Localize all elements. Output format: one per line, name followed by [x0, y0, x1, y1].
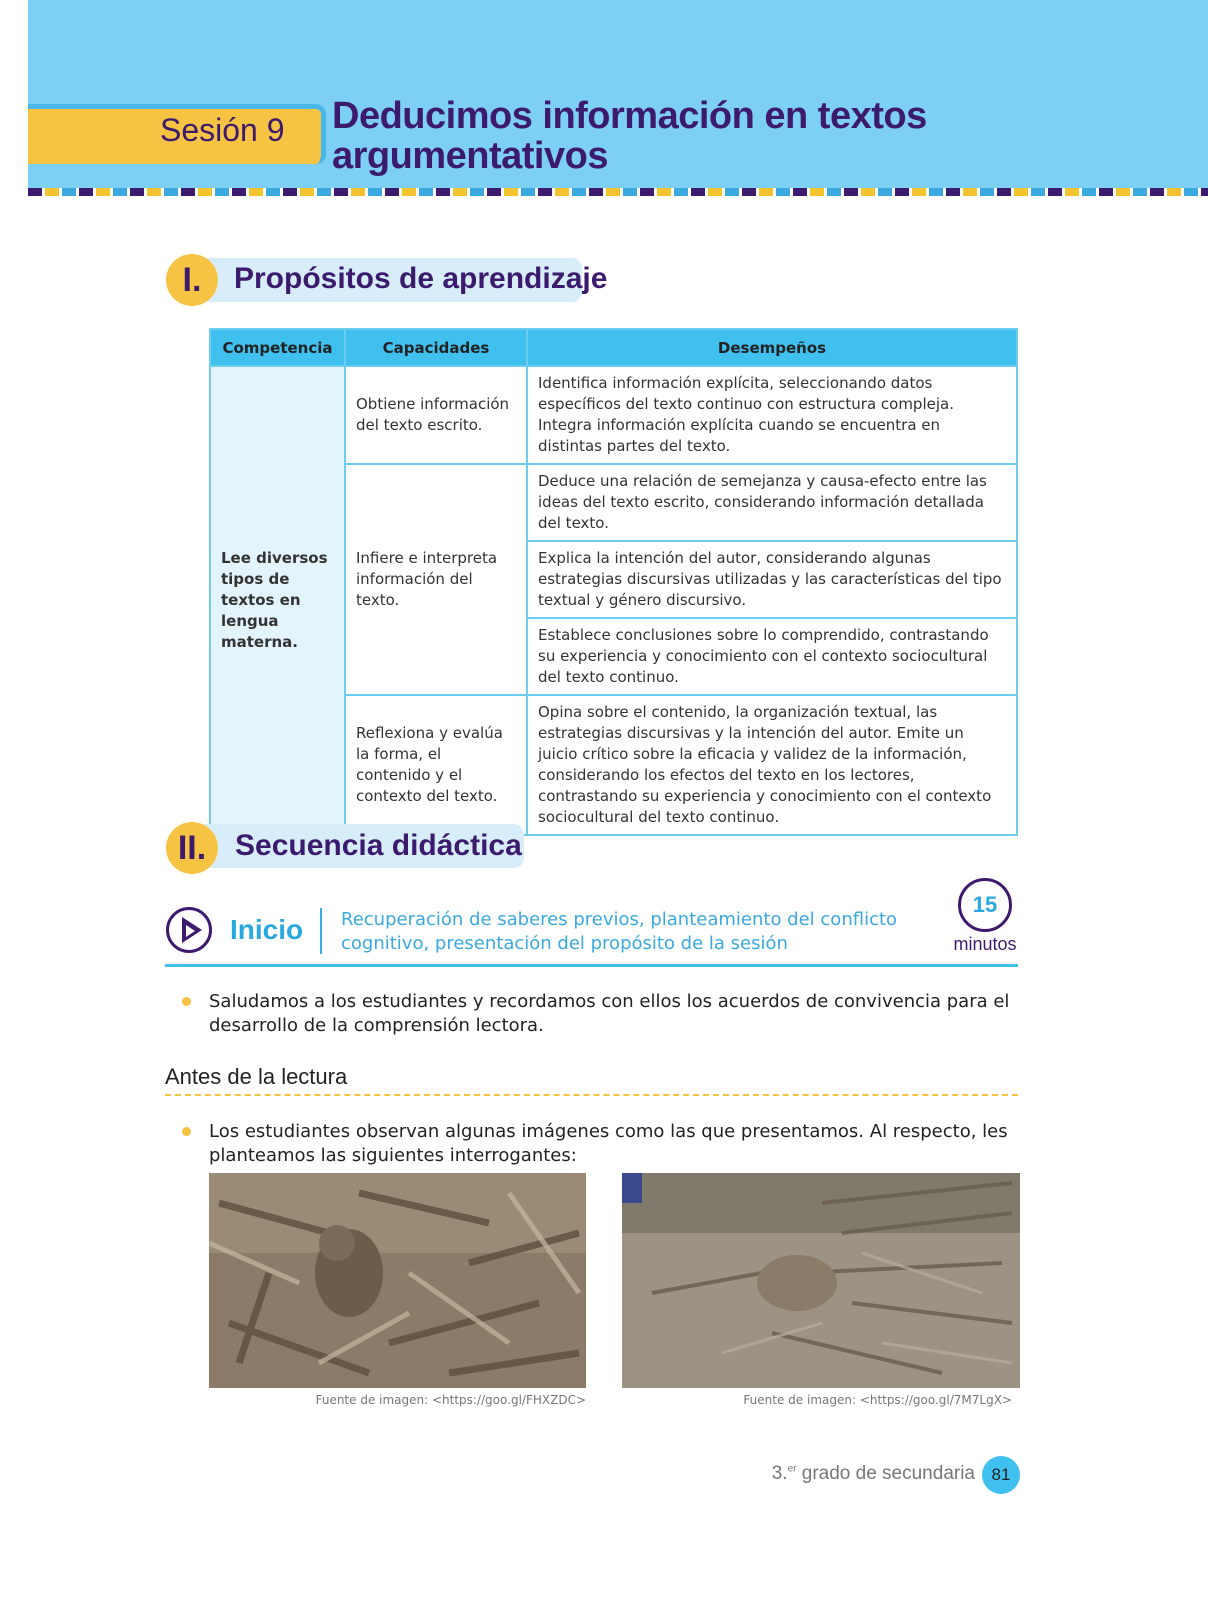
table-header: Capacidades	[345, 329, 527, 366]
section-title: Propósitos de aprendizaje	[234, 262, 608, 295]
timer-icon: 15	[958, 878, 1012, 932]
play-icon-triangle-inner	[186, 925, 195, 937]
desempeno-cell: Identifica información explícita, seleccionando datos específicos del texto continuo con estructura compleja. Integra información explícita cuando se encuentra en distintas partes del texto.	[527, 366, 1017, 464]
desempeno-cell: Deduce una relación de semejanza y causa-efecto entre las ideas del texto escrito, considerando información detallada del texto.	[527, 464, 1017, 541]
section-number: I.	[166, 254, 218, 306]
table-header: Competencia	[210, 329, 345, 366]
photo-mudslide-woman	[209, 1173, 586, 1388]
page-number: 81	[982, 1456, 1020, 1494]
desempeno-cell: Establece conclusiones sobre lo comprendido, contrastando su experiencia y conocimiento con el contexto sociocultural del texto continuo.	[527, 618, 1017, 695]
section-number: II.	[166, 822, 218, 874]
section-title: Secuencia didáctica	[235, 829, 522, 862]
image-caption: Fuente de imagen: <https://goo.gl/7M7LgX>	[743, 1393, 1012, 1407]
dashed-divider	[165, 1094, 1018, 1096]
desempeno-cell: Opina sobre el contenido, la organización textual, las estrategias discursivas y la intención del autor. Emite un juicio crítico sobre la eficacia y validez de la información, considerando los efectos del texto en los lectores, contrastando su experiencia y conocimiento con el contexto sociocultural del texto continuo.	[527, 695, 1017, 835]
table-row	[210, 366, 1017, 464]
bullet-text: Saludamos a los estudiantes y recordamos con ellos los acuerdos de convivencia para el desarrollo de la comprensión lectora.	[209, 991, 1010, 1036]
desempeno-cell: Explica la intención del autor, considerando algunas estrategias discursivas utilizadas y las características del tipo textual y género discursivo.	[527, 541, 1017, 618]
bullet-icon	[182, 1127, 191, 1136]
header-stripe	[28, 188, 1208, 196]
image-caption: Fuente de imagen: <https://goo.gl/FHXZDC>	[315, 1393, 586, 1407]
footer-grade: 3.$^{er}$ grado de secundaria	[771, 1463, 975, 1484]
session-label: Sesión 9	[160, 112, 285, 148]
bullet-icon	[182, 997, 191, 1006]
capacidad-cell: Infiere e interpreta información del texto.	[345, 464, 527, 695]
bullet-text: Los estudiantes observan algunas imágenes como las que presentamos. Al respecto, les planteamos las siguientes interrogantes:	[209, 1121, 1008, 1166]
page-title: Deducimos información en textos argumentativos	[332, 95, 927, 177]
competencia-cell: Lee diversos tipos de textos en lengua materna.	[210, 366, 345, 835]
table-header-row	[210, 329, 1017, 366]
inicio-description: Recuperación de saberes previos, planteamiento del conflicto cognitivo, presentación del propósito de la sesión	[341, 909, 898, 954]
inicio-label: Inicio	[230, 914, 304, 945]
timer-unit: minutos	[953, 934, 1017, 954]
divider	[320, 908, 322, 954]
divider	[165, 964, 1018, 967]
table-header: Desempeños	[527, 329, 1017, 366]
capacidad-cell: Reflexiona y evalúa la forma, el contenido y el contexto del texto.	[345, 695, 527, 835]
subheading: Antes de la lectura	[165, 1064, 348, 1089]
purposes-table	[209, 328, 1018, 836]
photo-mudslide-debris	[622, 1173, 1020, 1388]
capacidad-cell: Obtiene información del texto escrito.	[345, 366, 527, 464]
